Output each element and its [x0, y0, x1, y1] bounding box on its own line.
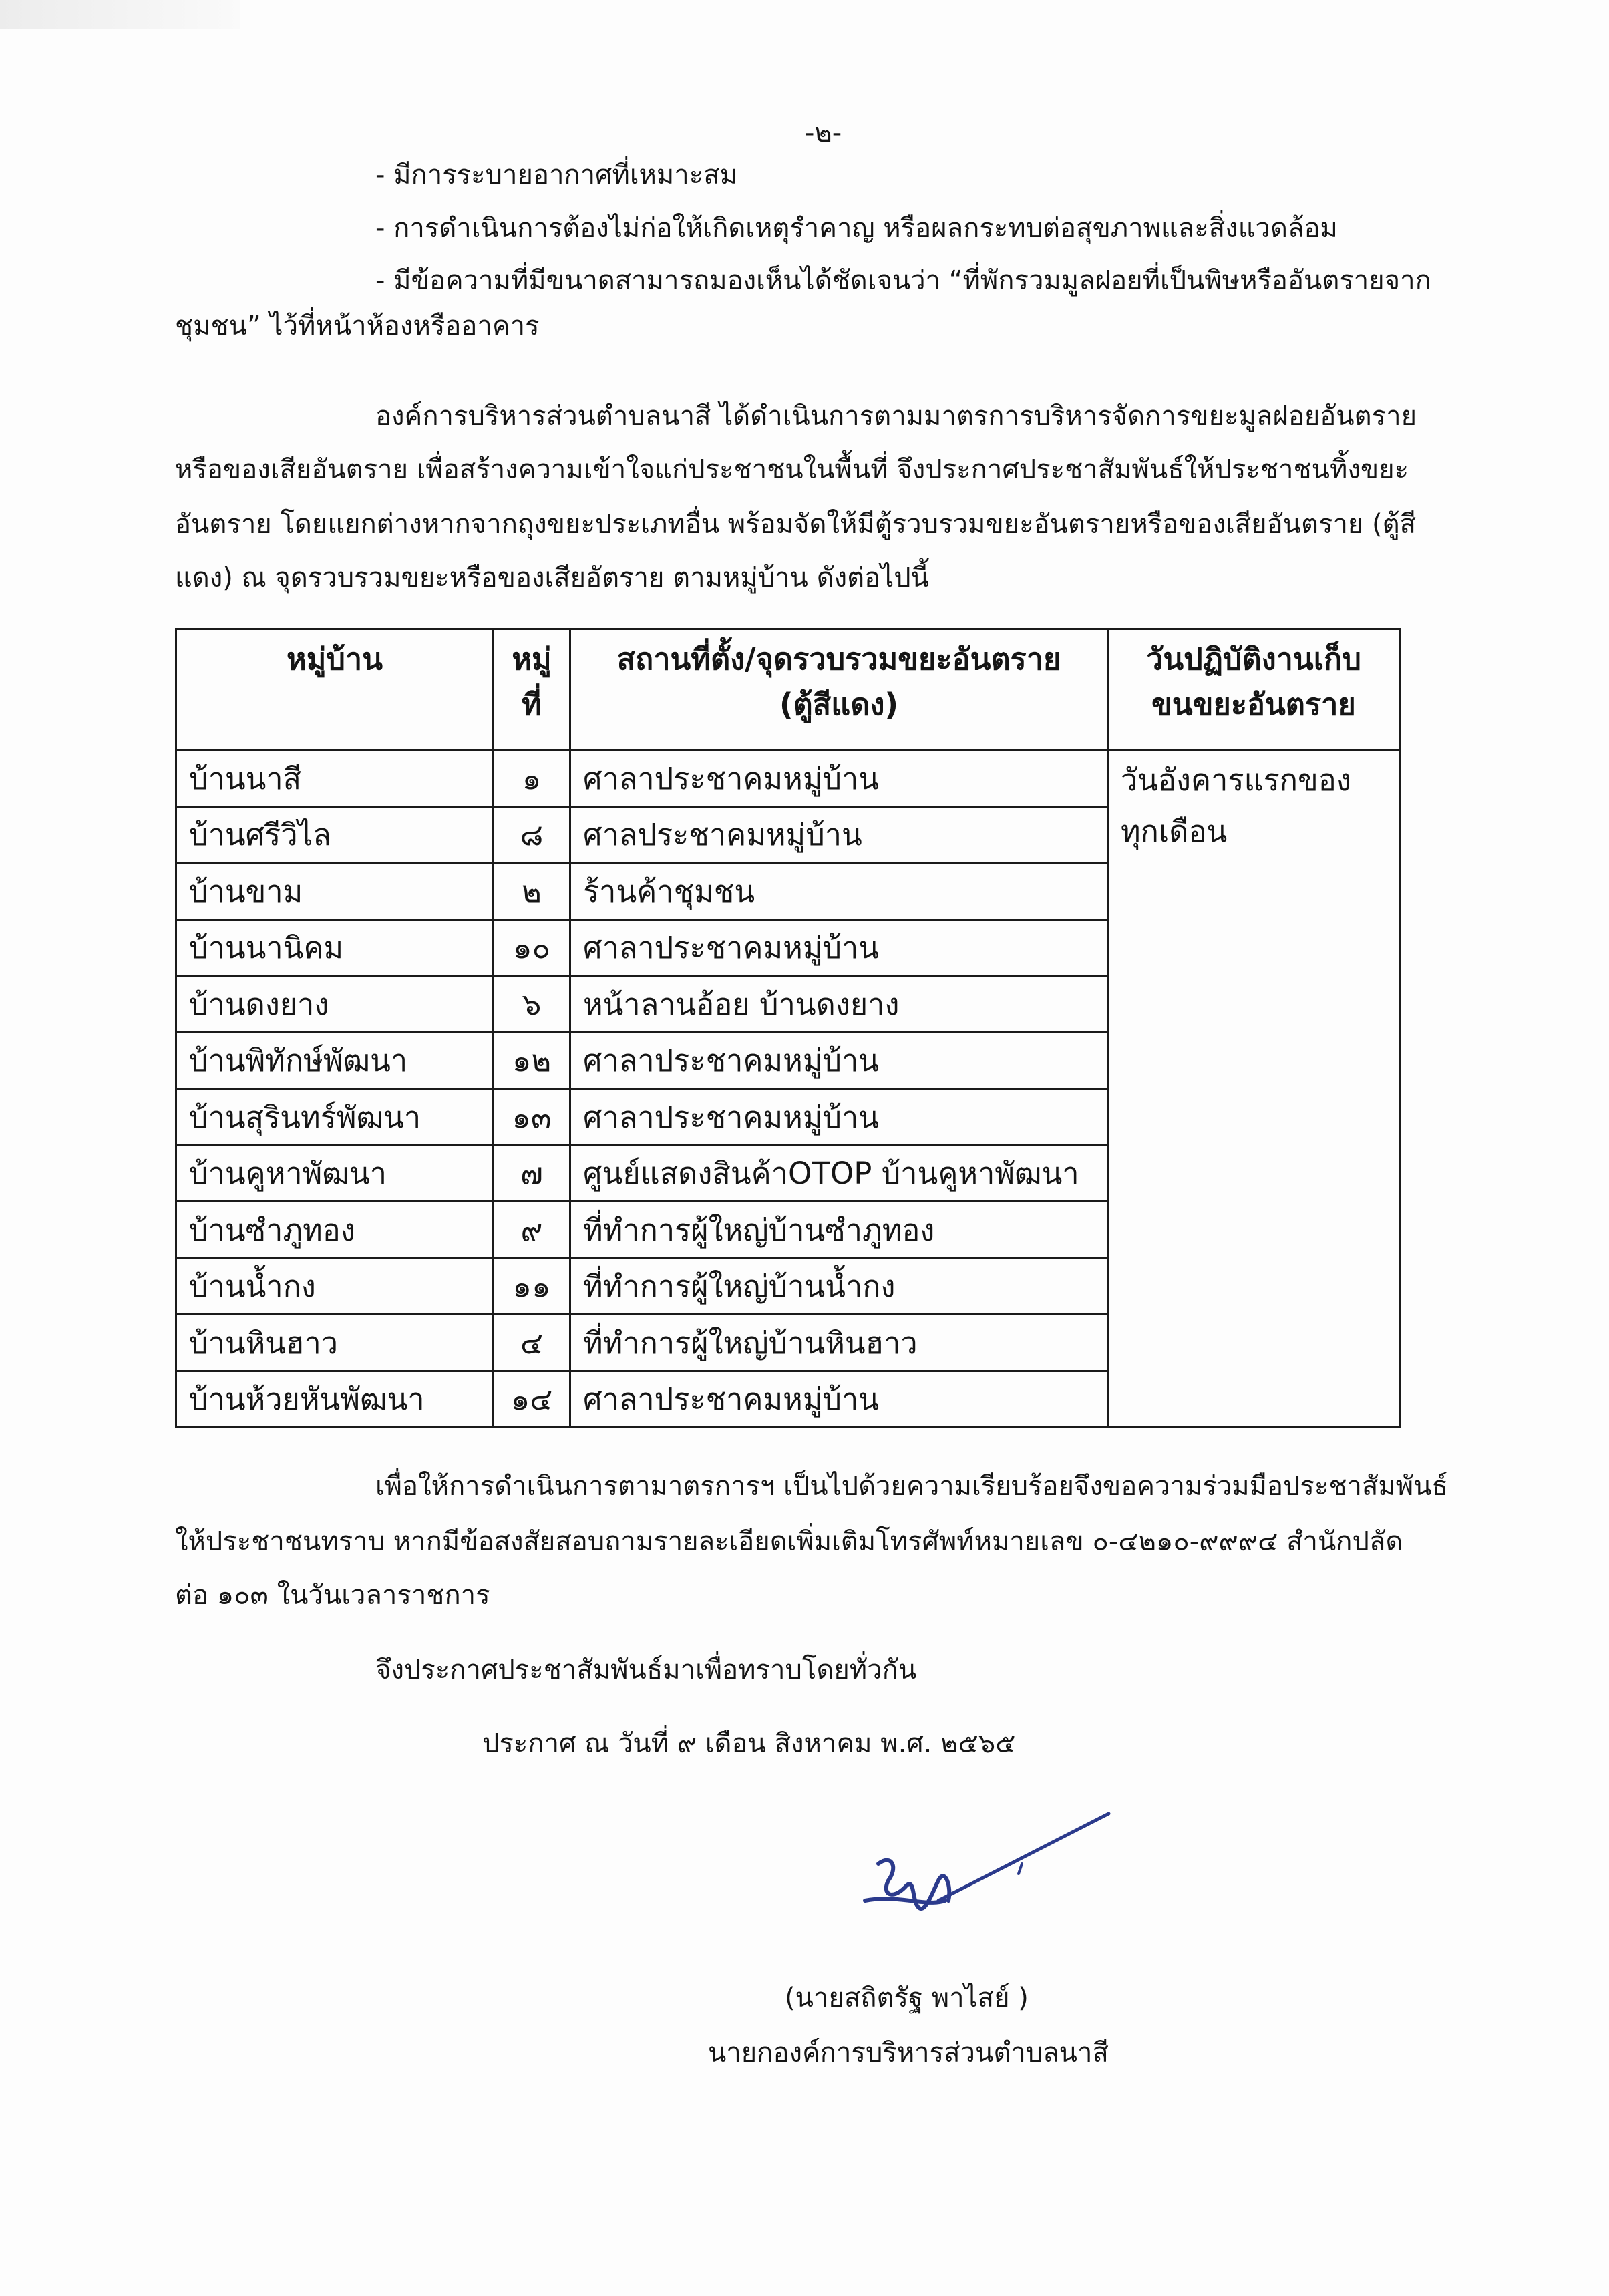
cell-village: บ้านขาม — [176, 863, 494, 920]
cell-village: บ้านน้ำกง — [176, 1258, 494, 1315]
intro-line-4: แดง) ณ จุดรวบรวมขยะหรือของเสียอัตราย ตามหมู่บ้าน ดังต่อไปนี้ — [175, 562, 929, 593]
cell-moo: ๗ — [494, 1145, 570, 1202]
table-header-row — [176, 629, 1400, 750]
cell-location: ที่ทำการผู้ใหญ่บ้านซำภูทอง — [570, 1202, 1108, 1259]
cell-moo: ๑๒ — [494, 1032, 570, 1089]
scan-artifact — [0, 0, 240, 29]
header-moo: หมู่ ที่ — [494, 629, 570, 750]
signer-name: (นายสถิตรัฐ พาไสย์ ) — [785, 1983, 1029, 2013]
cell-location: ศาลาประชาคมหมู่บ้าน — [570, 1089, 1108, 1146]
header-village: หมู่บ้าน — [176, 629, 494, 750]
announce-line: จึงประกาศประชาสัมพันธ์มาเพื่อทราบโดยทั่วกัน — [375, 1655, 917, 1685]
cell-moo: ๑๔ — [494, 1371, 570, 1428]
cell-village: บ้านพิทักษ์พัฒนา — [176, 1032, 494, 1089]
table-row — [176, 750, 1400, 807]
bullet-sign-text: - มีข้อความที่มีขนาดสามารถมองเห็นได้ชัดเจนว่า “ที่พักรวมมูลฝอยที่เป็นพิษหรืออันตรายจาก — [375, 265, 1431, 296]
intro-line-3: อันตราย โดยแยกต่างหากจากถุงขยะประเภทอื่น พร้อมจัดให้มีตู้รวบรวมขยะอันตรายหรือของเสียอันตราย (ตู้สี — [175, 509, 1417, 540]
bullet-sign-text-cont: ชุมชน” ไว้ที่หน้าห้องหรืออาคาร — [175, 311, 540, 341]
cell-village: บ้านนาสี — [176, 750, 494, 807]
cell-moo: ๑๑ — [494, 1258, 570, 1315]
collection-points-table — [175, 628, 1401, 1428]
cell-location: ที่ทำการผู้ใหญ่บ้านน้ำกง — [570, 1258, 1108, 1315]
cell-location: หน้าลานอ้อย บ้านดงยาง — [570, 976, 1108, 1033]
signer-title: นายกองค์การบริหารส่วนตำบลนาสี — [708, 2037, 1109, 2068]
cell-location: ศาลประชาคมหมู่บ้าน — [570, 806, 1108, 863]
cell-village: บ้านซำภูทอง — [176, 1202, 494, 1259]
date-line: ประกาศ ณ วันที่ ๙ เดือน สิงหาคม พ.ศ. ๒๕๖๕ — [482, 1728, 1016, 1759]
cell-village: บ้านคูหาพัฒนา — [176, 1145, 494, 1202]
table-body — [176, 750, 1400, 1428]
cell-moo: ๖ — [494, 976, 570, 1033]
page-number: -๒- — [805, 118, 842, 148]
closing-line-1: เพื่อให้การดำเนินการตามาตรการฯ เป็นไปด้วยความเรียบร้อยจึงขอความร่วมมือประชาสัมพันธ์ — [375, 1471, 1448, 1502]
signature-scribble — [852, 1800, 1132, 1967]
cell-moo: ๑ — [494, 750, 570, 807]
cell-village: บ้านหินฮาว — [176, 1315, 494, 1371]
cell-moo: ๘ — [494, 806, 570, 863]
cell-moo: ๙ — [494, 1202, 570, 1259]
cell-location: ที่ทำการผู้ใหญ่บ้านหินฮาว — [570, 1315, 1108, 1371]
cell-location: ศูนย์แสดงสินค้าOTOP บ้านคูหาพัฒนา — [570, 1145, 1108, 1202]
cell-village: บ้านสุรินทร์พัฒนา — [176, 1089, 494, 1146]
intro-line-1: องค์การบริหารส่วนตำบลนาสี ได้ดำเนินการตามมาตรการบริหารจัดการขยะมูลฝอยอันตราย — [375, 401, 1417, 432]
bullet-no-nuisance: - การดำเนินการต้องไม่ก่อให้เกิดเหตุรำคาญ หรือผลกระทบต่อสุขภาพและสิ่งแวดล้อม — [375, 213, 1338, 244]
cell-village: บ้านนานิคม — [176, 919, 494, 976]
closing-line-3: ต่อ ๑๐๓ ในวันเวลาราชการ — [175, 1580, 490, 1611]
cell-collection-day: วันอังคารแรกของ ทุกเดือน — [1108, 750, 1400, 1428]
cell-moo: ๑๐ — [494, 919, 570, 976]
cell-moo: ๑๓ — [494, 1089, 570, 1146]
cell-location: ศาลาประชาคมหมู่บ้าน — [570, 1032, 1108, 1089]
header-collection-day: วันปฏิบัติงานเก็บ ขนขยะอันตราย — [1108, 629, 1400, 750]
cell-location: ศาลาประชาคมหมู่บ้าน — [570, 750, 1108, 807]
cell-village: บ้านห้วยหันพัฒนา — [176, 1371, 494, 1428]
cell-village: บ้านดงยาง — [176, 976, 494, 1033]
cell-location: ศาลาประชาคมหมู่บ้าน — [570, 919, 1108, 976]
cell-moo: ๒ — [494, 863, 570, 920]
cell-moo: ๔ — [494, 1315, 570, 1371]
header-location: สถานที่ตั้ง/จุดรวบรวมขยะอันตราย (ตู้สีแดง) — [570, 629, 1108, 750]
intro-line-2: หรือของเสียอันตราย เพื่อสร้างความเข้าใจแก่ประชาชนในพื้นที่ จึงประกาศประชาสัมพันธ์ให้ประชาชนทิ้งขยะ — [175, 454, 1409, 485]
bullet-ventilation: - มีการระบายอากาศที่เหมาะสม — [375, 160, 737, 190]
cell-village: บ้านศรีวิไล — [176, 806, 494, 863]
cell-location: ร้านค้าชุมชน — [570, 863, 1108, 920]
cell-location: ศาลาประชาคมหมู่บ้าน — [570, 1371, 1108, 1428]
closing-line-2: ให้ประชาชนทราบ หากมีข้อสงสัยสอบถามรายละเอียดเพิ่มเติมโทรศัพท์หมายเลข ๐-๔๒๑๐-๙๙๙๔ สำนักปลัด — [175, 1526, 1403, 1557]
